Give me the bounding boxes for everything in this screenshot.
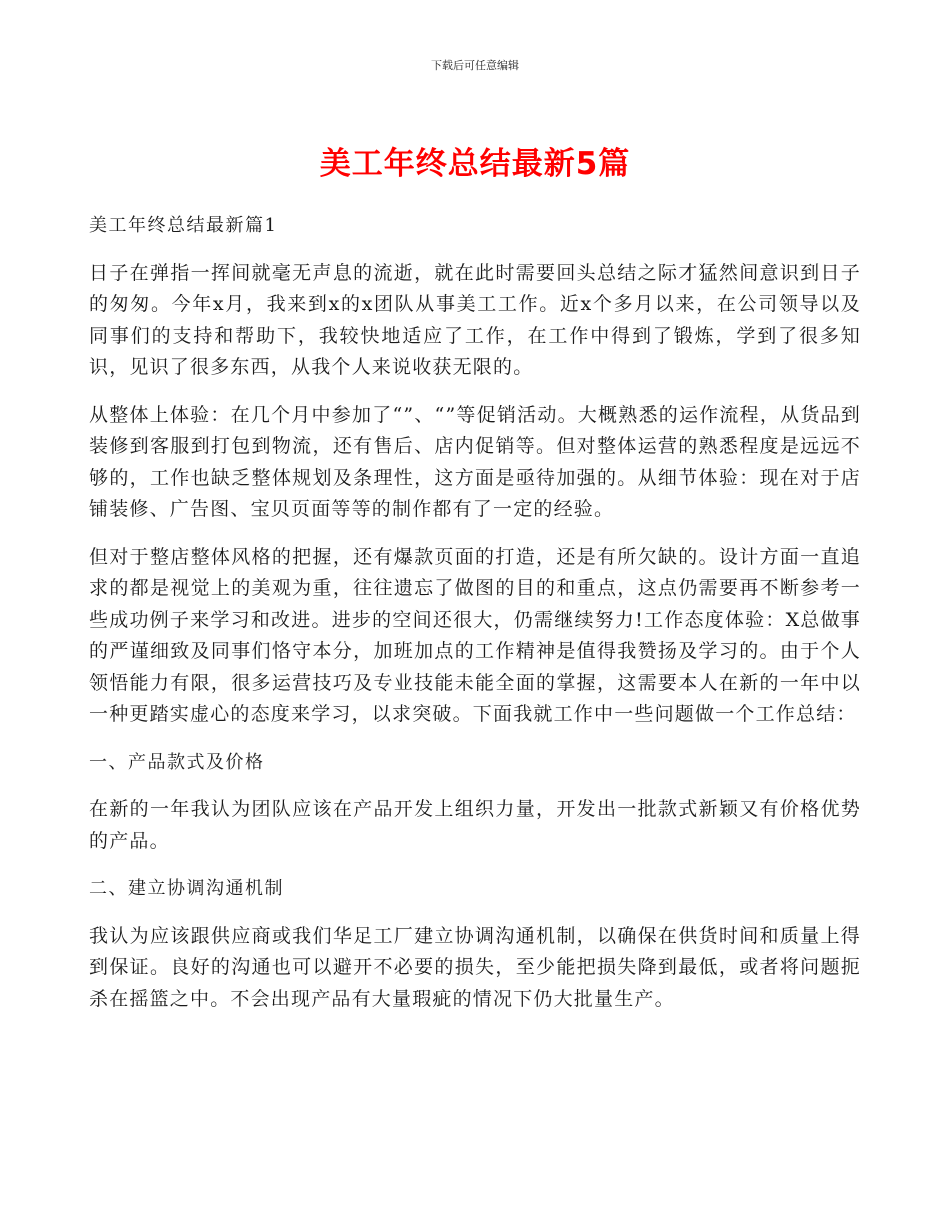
paragraph-communication: 我认为应该跟供应商或我们华足工厂建立协调沟通机制，以确保在供货时间和质量上得到保证。良好的沟通也可以避开不必要的损失，至少能把损失降到最低，或者将问题扼杀在摇篮之中。不会出现产品有大量瑕疵的情况下仍大批量生产。	[89, 924, 861, 1010]
section-heading-1: 美工年终总结最新篇1	[89, 215, 278, 236]
header-note: 下载后可任意编辑	[431, 59, 519, 72]
paragraph-intro: 日子在弹指一挥间就毫无声息的流逝，就在此时需要回头总结之际才猛然间意识到日子的匆匆。今年x月，我来到x的x团队从事美工工作。近x个多月以来，在公司领导以及同事们的支持和帮助下，我较快地适应了工作，在工作中得到了锻炼，学到了很多知识，见识了很多东西，从我个人来说收获无限的。	[89, 261, 861, 378]
document-body	[89, 210, 861, 1031]
paragraph-product-style: 在新的一年我认为团队应该在产品开发上组织力量，开发出一批款式新颖又有价格优势的产品。	[89, 798, 861, 852]
subheading-product-style: 一、产品款式及价格	[89, 751, 265, 773]
paragraph-overall-experience: 从整体上体验：在几个月中参加了“”、“”等促销活动。大概熟悉的运作流程，从货品到装修到客服到打包到物流，还有售后、店内促销等。但对整体运营的熟悉程度是远远不够的，工作也缺乏整体规划及条理性，这方面是亟待加强的。从细节体验：现在对于店铺装修、广告图、宝贝页面等等的制作都有了一定的经验。	[89, 403, 861, 520]
paragraph-style-and-attitude: 但对于整店整体风格的把握，还有爆款页面的打造，还是有所欠缺的。设计方面一直追求的都是视觉上的美观为重，往往遗忘了做图的目的和重点，这点仍需要再不断参考一些成功例子来学习和改进。进步的空间还很大，仍需继续努力!工作态度体验：X总做事的严谨细致及同事们恪守本分，加班加点的工作精神是值得我赞扬及学习的。由于个人领悟能力有限，很多运营技巧及专业技能未能全面的掌握，这需要本人在新的一年中以一种更踏实虚心的态度来学习，以求突破。下面我就工作中一些问题做一个工作总结：	[89, 545, 861, 725]
document-title: 美工年终总结最新5篇	[319, 146, 631, 182]
subheading-communication: 二、建立协调沟通机制	[89, 878, 284, 899]
